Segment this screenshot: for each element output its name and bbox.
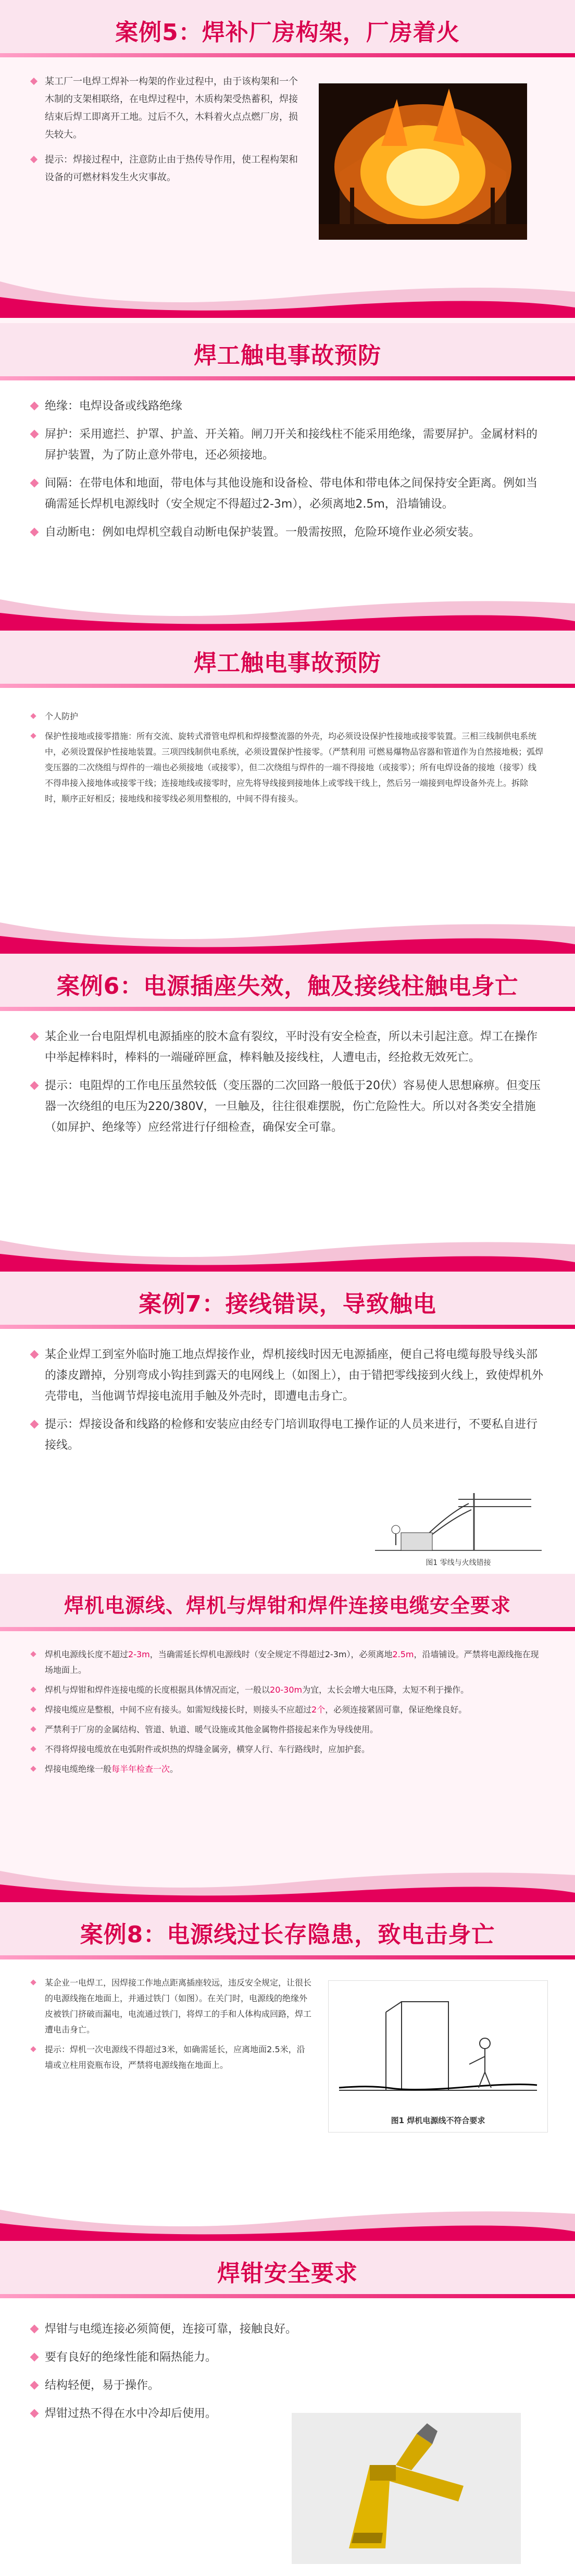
slide-shock2 (0, 631, 575, 954)
slide-header (0, 0, 575, 57)
slide-title: 案例5：焊补厂房构架，厂房着火 (115, 19, 460, 46)
bullet-icon (30, 1686, 36, 1692)
slide-header (0, 1272, 575, 1329)
slide-title: 焊机电源线、焊机与焊钳和焊件连接电缆安全要求 (64, 1594, 511, 1617)
decor-wave (0, 261, 575, 318)
slide-case5 (0, 0, 575, 323)
header-bar (0, 1955, 575, 1959)
welding-clamp-photo (292, 2413, 521, 2564)
list-item: 提示：焊机一次电源线不得超过3米，如确需延长，应离地面2.5米，沿墙或立柱用瓷瓶布设，严禁将电源线拖在地面上。 (31, 2042, 312, 2073)
slide-title: 焊工触电事故预防 (194, 342, 381, 369)
header-bar (0, 376, 575, 380)
list-item: 某工厂一电焊工焊补一构架的作业过程中，由于该构架和一个木制的支架相联络，在电焊过程中，木质构架受热蓄积，焊接结束后焊工即离开工地。过后不久，木料着火点点燃厂房，损失较大。 (31, 73, 302, 144)
bullet-icon (30, 402, 39, 411)
list-item: 不得将焊接电缆放在电弧附件或炽热的焊缝金属旁，横穿人行、车行路线时，应加护套。 (31, 1742, 544, 1757)
bullet-icon (30, 1651, 36, 1657)
bullet-icon (30, 1979, 36, 1985)
bullet-icon (30, 2046, 36, 2052)
header-bar (0, 53, 575, 57)
list-item: 要有良好的绝缘性能和隔热能力。 (31, 2347, 544, 2368)
slide-title: 案例7：接线错误，导致触电 (139, 1291, 436, 1317)
bullet-icon (30, 713, 36, 719)
header-bar (0, 684, 575, 688)
list-item: 个人防护 (31, 709, 544, 724)
list-item: 绝缘：电焊设备或线路绝缘 (31, 396, 544, 417)
decor-wave (0, 1845, 575, 1902)
bullet-icon (30, 1706, 36, 1712)
list-item: 焊机电源线长度不超过2-3m，当确需延长焊机电源线时（安全规定不得超过2-3m），必须离地2.5m，沿墙铺设。严禁将电源线拖在现场地面上。 (31, 1647, 544, 1678)
slide-header (0, 1574, 575, 1631)
slide-case6 (0, 954, 575, 1272)
slide-header (0, 1902, 575, 1959)
slide-header (0, 954, 575, 1011)
slide-title: 焊工触电事故预防 (194, 650, 381, 676)
bullet-icon (30, 1081, 39, 1090)
slide-shock1 (0, 323, 575, 631)
slide-case8 (0, 1902, 575, 2241)
list-item: 焊钳与电缆连接必须简便，连接可靠，接触良好。 (31, 2319, 544, 2340)
wiring-diagram (365, 1483, 552, 1569)
figure-caption: 图1 零线与火线错接 (426, 1559, 491, 1567)
list-item: 自动断电：例如电焊机空载自动断电保护装置。一般需按照，危险环境作业必须安装。 (31, 522, 544, 543)
list-item: 提示：焊接设备和线路的检修和安装应由经专门培训取得电工操作证的人员来进行，不要私自进行接线。 (31, 1414, 544, 1456)
bullet-icon (30, 156, 38, 163)
header-bar (0, 1325, 575, 1329)
bullet-icon (30, 1420, 39, 1429)
bullet-icon (30, 733, 36, 738)
slide-title: 案例6：电源插座失效，触及接线柱触电身亡 (56, 973, 519, 1000)
slide-cable (0, 1574, 575, 1902)
bullet-icon (30, 1726, 36, 1732)
list-item: 结构轻便，易于操作。 (31, 2375, 544, 2396)
list-item: 焊钳过热不得在水中冷却后使用。 (31, 2404, 544, 2424)
figure-caption: 图1 焊机电源线不符合要求 (391, 2116, 485, 2125)
slide-clamp (0, 2241, 575, 2576)
list-item: 焊接电缆应是整根，中间不应有接头。如需短线接长时，则接头不应超过2个，必须连接紧固可靠，保证绝缘良好。 (31, 1702, 544, 1718)
bullet-icon (30, 2381, 39, 2390)
list-item: 屏护：采用遮拦、护罩、护盖、开关箱。闸刀开关和接线柱不能采用绝缘，需要屏护。金属材料的屏护装置，为了防止意外带电，还必须接地。 (31, 424, 544, 466)
slide-title: 案例8：电源线过长存隐患，致电击身亡 (80, 1921, 495, 1948)
bullet-icon (30, 1746, 36, 1752)
decor-wave (0, 2184, 575, 2241)
slide-case7 (0, 1272, 575, 1574)
decor-wave (0, 896, 575, 954)
header-bar (0, 1007, 575, 1011)
list-item: 间隔：在带电体和地面，带电体与其他设施和设备检、带电体和带电体之间保持安全距离。例如当确需延长焊机电源线时（安全规定不得超过2-3m），必须离地2.5m，沿墙铺设。 (31, 473, 544, 515)
decor-wave (0, 1214, 575, 1272)
bullet-icon (30, 2325, 39, 2334)
bullet-icon (30, 1032, 39, 1041)
bullet-icon (30, 430, 39, 439)
bullet-icon (30, 2353, 39, 2362)
bullet-icon (30, 528, 39, 537)
list-item: 某企业一台电阻焊机电源插座的胶木盒有裂纹，平时没有安全检查，所以未引起注意。焊工在操作中举起棒料时，棒料的一端碰碎匣盒，棒料触及接线柱，人遭电击，经抢救无效死亡。 (31, 1027, 544, 1068)
list-item: 提示：焊接过程中，注意防止由于热传导作用，使工程构架和设备的可燃材料发生火灾事故。 (31, 151, 302, 187)
list-item: 焊接电缆绝缘一般每半年检查一次。 (31, 1761, 544, 1777)
bullet-icon (30, 2409, 39, 2418)
slide-header (0, 323, 575, 380)
list-item: 某企业焊工到室外临时施工地点焊接作业，焊机接线时因无电源插座，便自己将电缆每股导线头部的漆皮蹭掉，分别弯成小钩挂到露天的电网线上（如图上），由于错把零线接到火线上，致使焊机外壳带电，当他调节焊接电流用手触及外壳时，即遭电击身亡。 (31, 1345, 544, 1407)
door-cable-diagram (328, 1980, 548, 2133)
list-item: 焊机与焊钳和焊件连接电缆的长度根据具体情况而定，一般以20-30m为宜，太长会增大电压降，太短不利于操作。 (31, 1682, 544, 1698)
house-fire-photo (319, 83, 527, 240)
slide-header (0, 631, 575, 688)
decor-wave (0, 573, 575, 631)
list-item: 某企业一电焊工，因焊接工作地点距离插座较远，违反安全规定，让很长的电源线拖在地面上，并通过铁门（如图）。在关门时，电源线的绝缘外皮被铁门挤破而漏电，电流通过铁门，将焊工的手和人体构成回路，焊工遭电击身亡。 (31, 1975, 312, 2038)
list-item: 提示：电阻焊的工作电压虽然较低（变压器的二次回路一般低于20伏）容易使人思想麻痹。但变压器一次绕组的电压为220/380V，一旦触及，往往很难摆脱，伤亡危险性大。所以对各类安全措施（如屏护、绝缘等）应经常进行仔细检查，确保安全可靠。 (31, 1076, 544, 1138)
list-item: 保护性接地或接零措施：所有交流、旋转式滑管电焊机和焊接整流器的外壳，均必须设设保护性接地或接零装置。三相三线制供电系统中，必须设置保护性接地装置。三项四线制供电系统，必须设置保护性接零。（严禁利用 可燃易爆物品容器和管道作为自然接地极；弧焊变压器的二次绕组与焊件的一端也必须接地（或接零），但二次绕组与焊件的一端不得接地（或接零）；所有电焊设备的接地（接零）线不得串接入接地体或接零干线；连接地线或接零时，应先将导线接到接地体上或零线干线上，然后另一端接到电焊设备外壳上。拆除时，顺序正好相反；接地线和接零线必须用整根的，中间不得有接头。 (31, 729, 544, 807)
list-item: 严禁利于厂房的金属结构、管道、轨道、暖气设施或其他金属物件搭接起来作为导线使用。 (31, 1722, 544, 1737)
bullet-icon (30, 479, 39, 488)
header-bar (0, 2294, 575, 2298)
bullet-icon (30, 1766, 36, 1771)
bullet-icon (30, 1350, 39, 1359)
header-bar (0, 1627, 575, 1631)
slide-header (0, 2241, 575, 2298)
bullet-icon (30, 78, 38, 85)
slide-title: 焊钳安全要求 (217, 2260, 358, 2287)
